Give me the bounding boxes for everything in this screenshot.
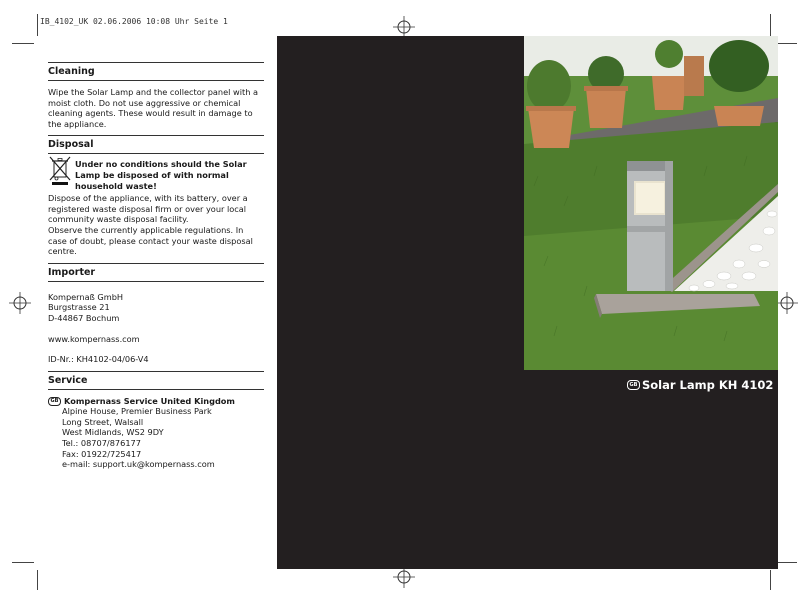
registration-mark-icon: [9, 292, 31, 314]
service-address-line: Alpine House, Premier Business Park: [62, 406, 212, 417]
cover-title: Solar Lamp KH 4102: [642, 378, 774, 392]
service-email: e-mail: support.uk@kompernass.com: [62, 459, 215, 470]
importer-website: www.kompernass.com: [48, 333, 140, 344]
section-rule: [48, 281, 264, 282]
crop-mark: [37, 14, 38, 36]
registration-mark-icon: [393, 16, 415, 38]
gb-country-badge: GB: [627, 380, 640, 390]
disposal-text: Dispose of the appliance, with its battery, over a registered waste disposal firm or over your local community waste disposal facility.: [48, 193, 248, 225]
service-address-line: West Midlands, WS2 9DY: [62, 427, 164, 438]
service-heading: Service: [48, 374, 88, 386]
crop-mark: [12, 562, 34, 563]
crop-mark: [12, 43, 34, 44]
crop-mark: [770, 14, 771, 36]
product-photo: [524, 36, 778, 370]
print-slug: IB_4102_UK 02.06.2006 10:08 Uhr Seite 1: [40, 17, 228, 26]
service-address-line: Long Street, Walsall: [62, 416, 144, 427]
registration-mark-icon: [393, 566, 415, 588]
section-rule: [48, 389, 264, 390]
importer-company: Kompernaß GmbH: [48, 291, 124, 302]
gb-country-badge: GB: [48, 397, 61, 406]
crop-mark: [775, 562, 797, 563]
registration-mark-icon: [776, 292, 798, 314]
cleaning-heading: Cleaning: [48, 66, 95, 77]
section-rule: [48, 80, 264, 81]
service-company-name: Kompernass Service United Kingdom: [64, 395, 235, 406]
section-rule: [48, 153, 264, 154]
importer-city: D-44867 Bochum: [48, 312, 120, 323]
crop-mark: [770, 570, 771, 590]
left-page: [48, 62, 264, 470]
crop-mark: [775, 43, 797, 44]
disposal-warning-text: Under no conditions should the Solar Lamp be disposed of with normal household waste!: [75, 159, 247, 191]
crossed-out-wheelie-bin-icon: [48, 156, 72, 186]
importer-street: Burgstrasse 21: [48, 302, 110, 313]
service-company: [48, 396, 264, 407]
disposal-heading: Disposal: [48, 139, 94, 151]
disposal-warning: [48, 156, 264, 191]
importer-heading: Importer: [48, 266, 96, 278]
crop-mark: [37, 570, 38, 590]
cleaning-text: Wipe the Solar Lamp and the collector panel with a moist cloth. Do not use aggressive or chemical cleaning agents. These would result in damage to the appliance.: [48, 87, 259, 129]
service-fax: Fax: 01922/725417: [62, 448, 142, 459]
disposal-regulations-text: Observe the currently applicable regulations. In case of doubt, please contact your waste disposal centre.: [48, 224, 253, 257]
importer-id-number: ID-Nr.: KH4102-04/06-V4: [48, 354, 149, 365]
service-address: [48, 406, 264, 470]
service-phone: Tel.: 08707/876177: [62, 438, 141, 449]
